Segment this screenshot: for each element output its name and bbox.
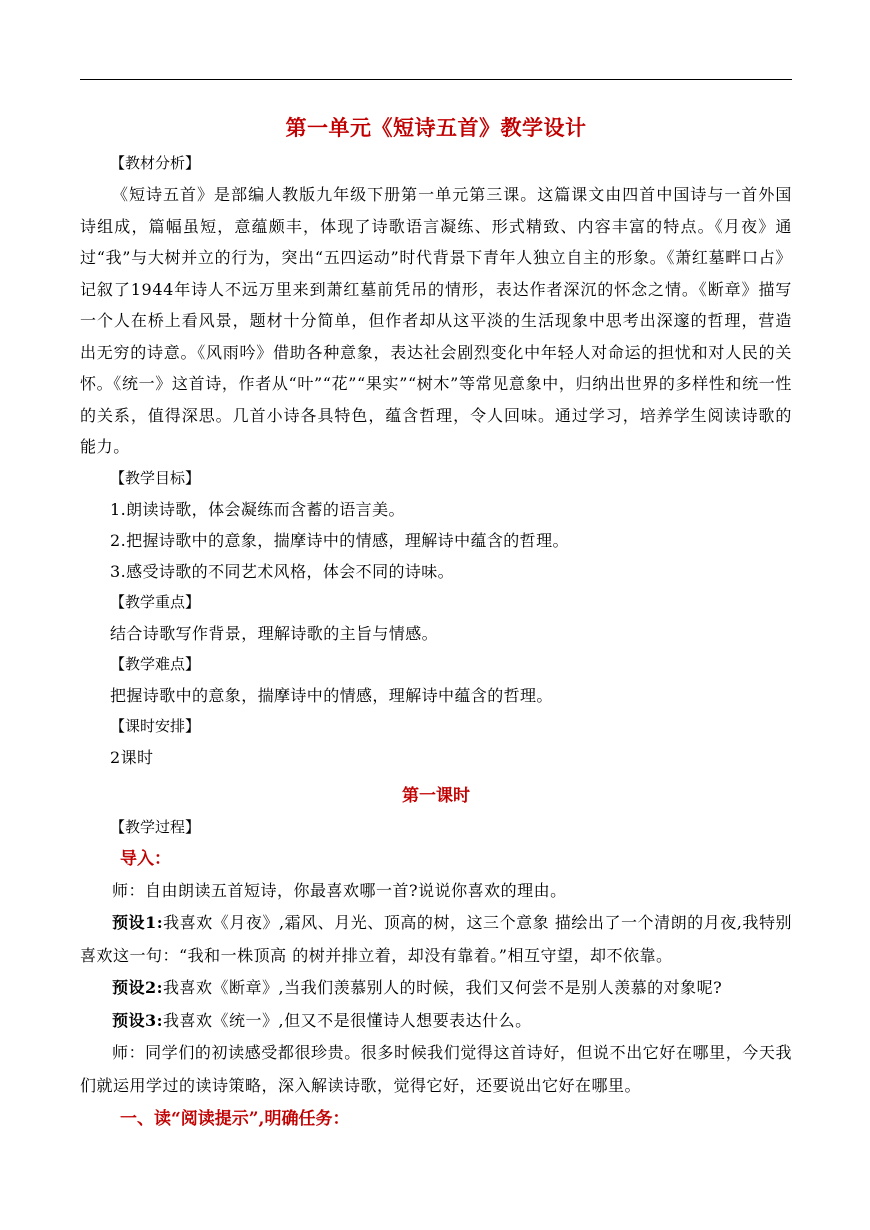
heading-teaching-process: 【教学过程】 bbox=[110, 817, 201, 836]
preset-1 bbox=[80, 907, 792, 972]
preset-3-text: 我喜欢《统一》,但又不是很懂诗人想要表达什么。 bbox=[163, 1010, 532, 1030]
preset-1-text: 我喜欢《月夜》,霜风、月光、顶高的树，这三个意象 描绘出了一个清朗的月夜,我特别喜欢这一句：“我和一株顶高 的树并排立着，却没有靠着。”相互守望，却不依靠。 bbox=[80, 913, 792, 965]
material-analysis-text: 《短诗五首》是部编人教版九年级下册第一单元第三课。这篇课文由四首中国诗与一首外国诗组成，篇幅虽短，意蕴颇丰，体现了诗歌语言凝练、形式精致、内容丰富的特点。《月夜》通过“我”与大树并立的行为，突出“五四运动”时代背景下青年人独立自主的形象。《萧红墓畔口占》记叙了1944年诗人不远万里来到萧红墓前凭吊的情形，表达作者深沉的怀念之情。《断章》描写一个人在桥上看风景，题材十分简单，但作者却从这平淡的生活现象中思考出深邃的哲理，营造出无穷的诗意。《风雨吟》借助各种意象，表达社会剧烈变化中年轻人对命运的担忧和对人民的关怀。《统一》这首诗，作者从“叶”“花”“果实”“树木”等常见意象中，归纳出世界的多样性和统一性的关系，值得深思。几首小诗各具特色，蕴含哲理，令人回味。通过学习，培养学生阅读诗歌的能力。 bbox=[80, 185, 792, 456]
preset-2-text: 我喜欢《断章》,当我们羡慕别人的时候，我们又何尝不是别人羡慕的对象呢? bbox=[163, 978, 723, 997]
difficulties-text: 把握诗歌中的意象，揣摩诗中的情感，理解诗中蕴含的哲理。 bbox=[110, 685, 553, 705]
document-title: 第一单元《短诗五首》教学设计 bbox=[285, 115, 587, 140]
lesson-title: 第一课时 bbox=[402, 785, 470, 806]
intro-label: 导入： bbox=[120, 848, 171, 869]
goal-item: 2.把握诗歌中的意象，揣摩诗中的情感，理解诗中蕴含的哲理。 bbox=[110, 530, 569, 550]
preset-2 bbox=[80, 972, 792, 1005]
schedule-text: 2课时 bbox=[110, 747, 154, 767]
header-rule bbox=[80, 79, 792, 80]
heading-schedule: 【课时安排】 bbox=[110, 716, 201, 735]
document-body bbox=[80, 96, 792, 1136]
preset-3 bbox=[80, 1005, 792, 1038]
teacher-summary: 师：同学们的初读感受都很珍贵。很多时候我们觉得这首诗好，但说不出它好在哪里，今天我们就运用学过的读诗策略，深入解读诗歌，觉得它好，还要说出它好在哪里。 bbox=[80, 1043, 792, 1095]
preset-1-label: 预设1: bbox=[112, 913, 164, 932]
heading-difficulties: 【教学难点】 bbox=[110, 654, 201, 673]
teacher-question: 师：自由朗读五首短诗，你最喜欢哪一首?说说你喜欢的理由。 bbox=[112, 880, 567, 900]
step-1-heading: 一、读“阅读提示”,明确任务： bbox=[120, 1109, 350, 1129]
preset-2-label: 预设2: bbox=[112, 978, 164, 997]
heading-key-points: 【教学重点】 bbox=[110, 592, 201, 611]
goal-item: 3.感受诗歌的不同艺术风格，体会不同的诗味。 bbox=[110, 561, 455, 581]
heading-material-analysis: 【教材分析】 bbox=[110, 154, 201, 172]
key-points-text: 结合诗歌写作背景，理解诗歌的主旨与情感。 bbox=[110, 623, 439, 643]
goal-item: 1.朗读诗歌，体会凝练而含蓄的语言美。 bbox=[110, 499, 405, 519]
preset-3-label: 预设3: bbox=[112, 1010, 164, 1030]
heading-teaching-goals: 【教学目标】 bbox=[110, 468, 201, 487]
